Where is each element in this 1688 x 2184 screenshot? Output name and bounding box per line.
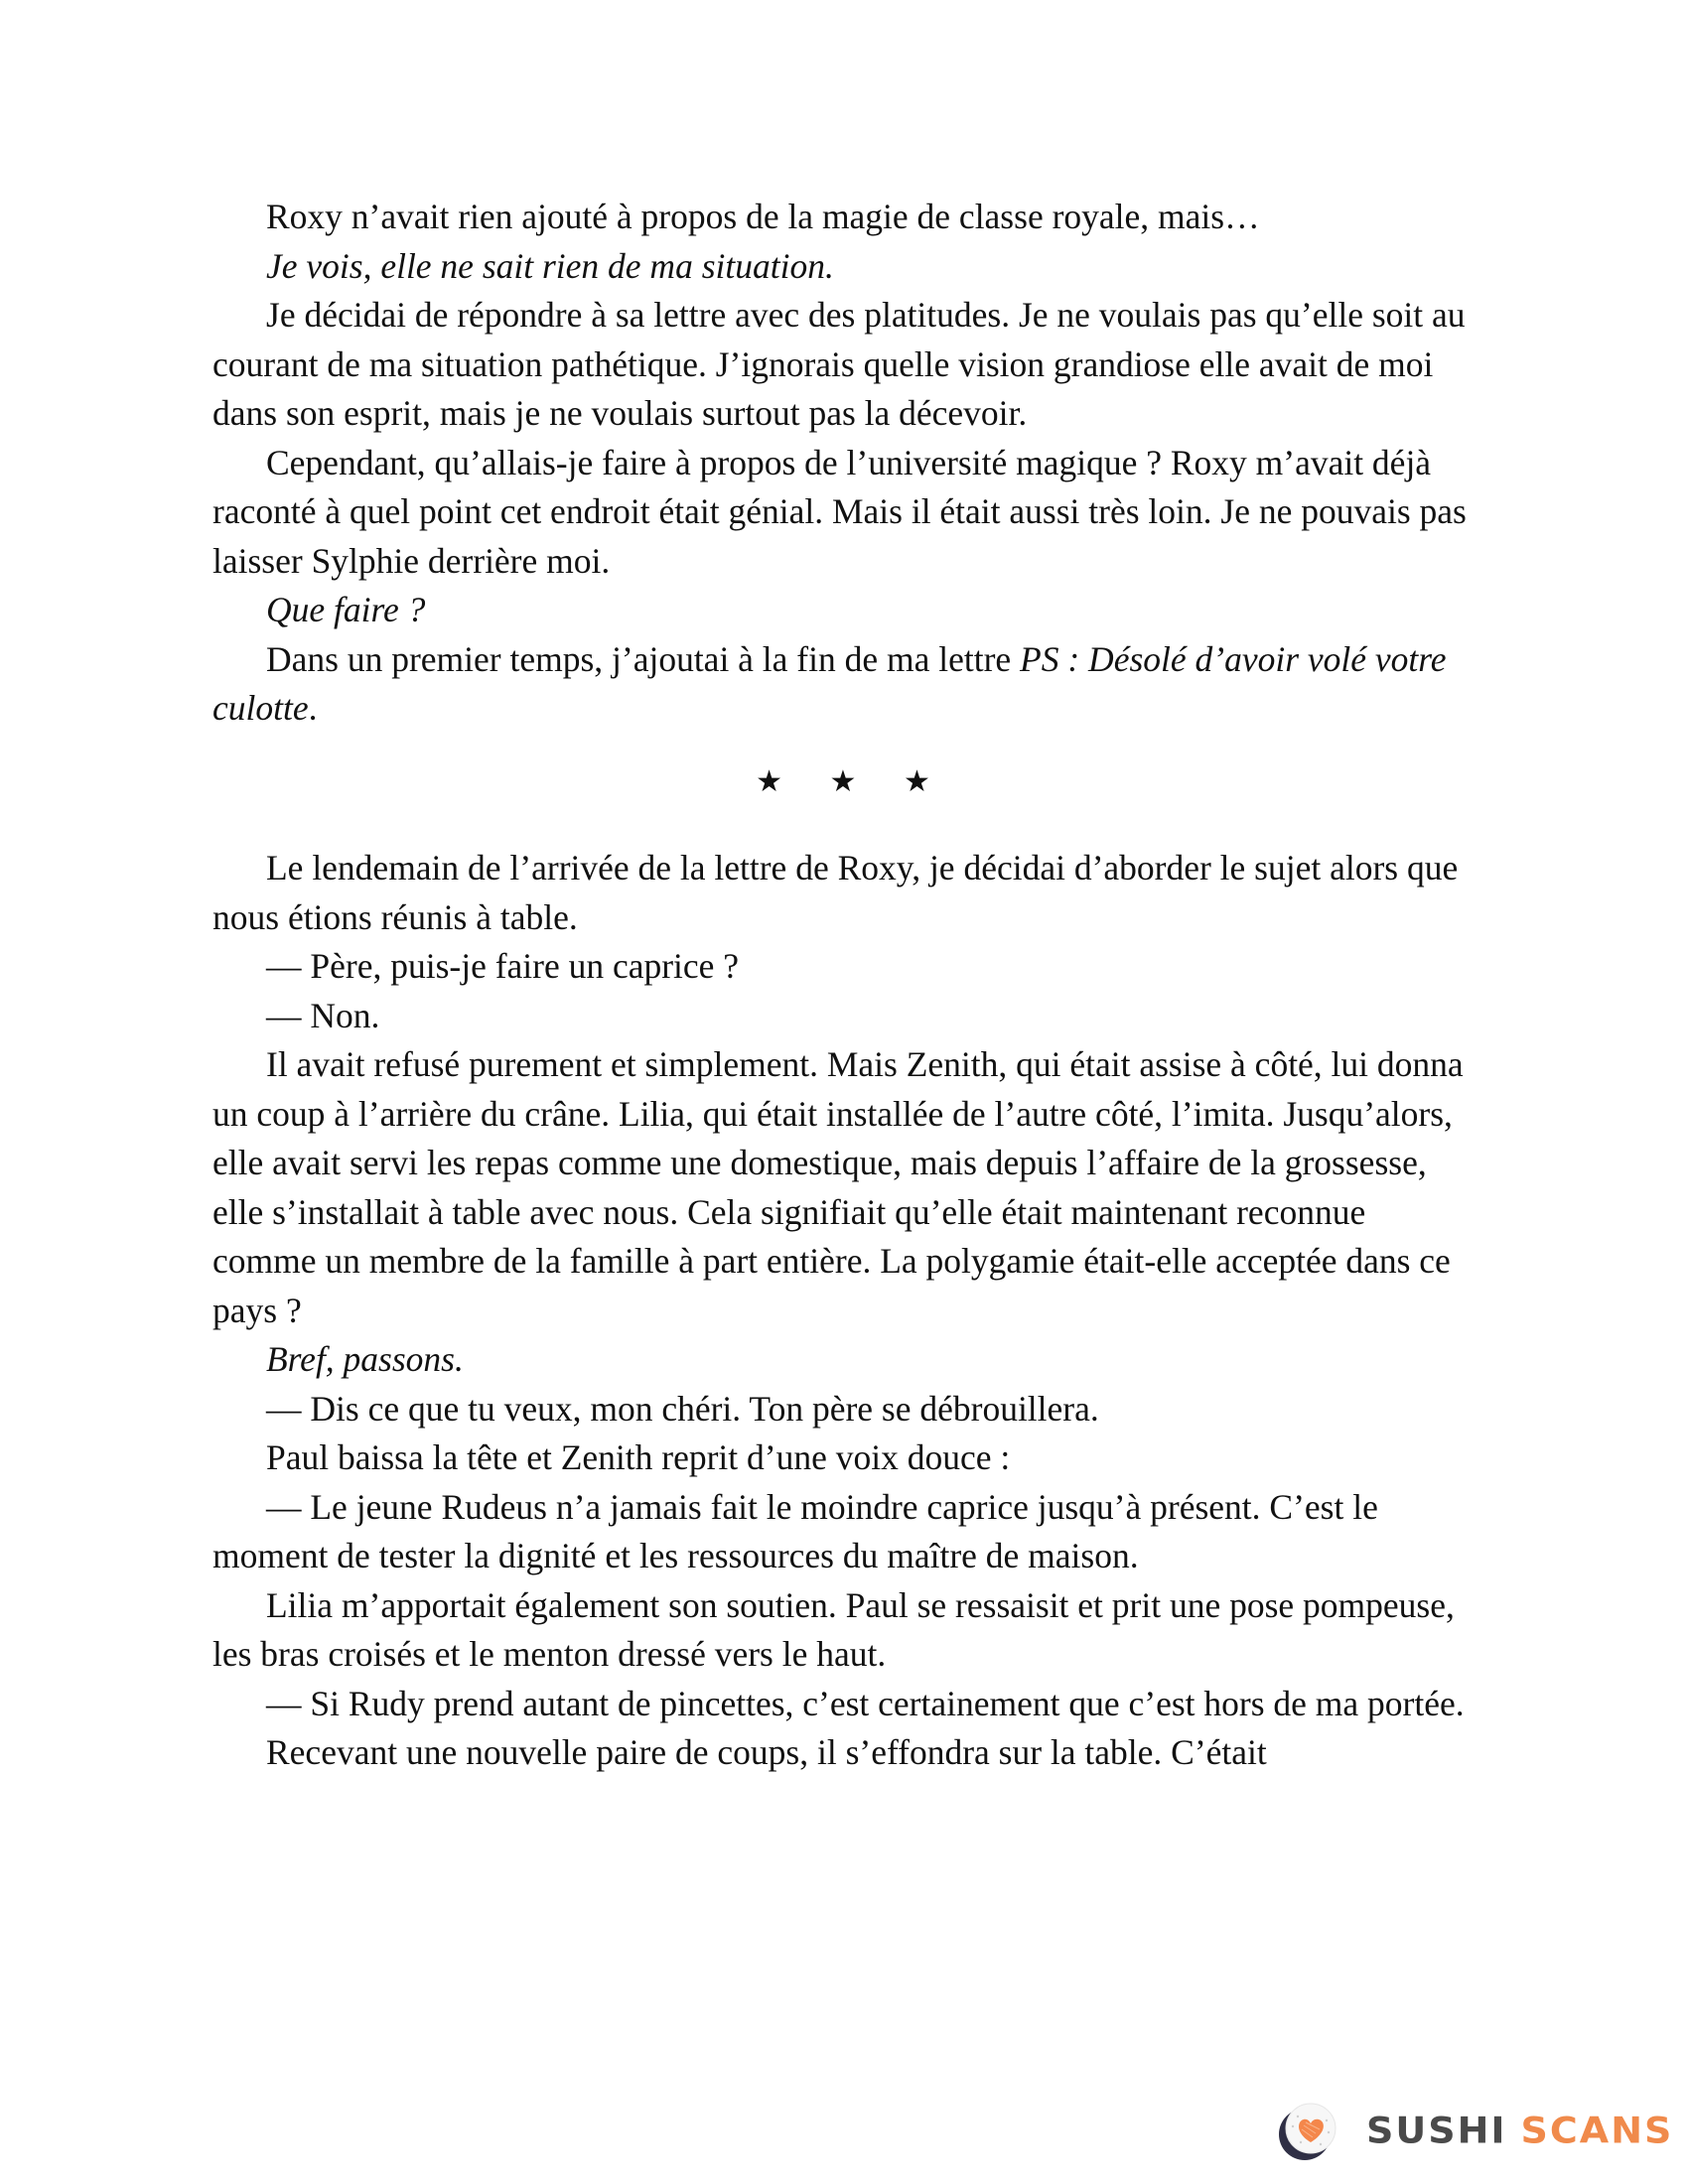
watermark-word-sushi: SUSHI (1366, 2110, 1507, 2151)
paragraph (212, 1483, 1474, 1581)
paragraph (212, 242, 1474, 292)
text-run: — Le jeune Rudeus n’a jamais fait le moindre caprice jusqu’à présent. C’est le moment de tester la dignité et les ressources du maître de maison. (212, 1486, 1378, 1575)
sushi-scans-watermark (1271, 2099, 1673, 2162)
paragraph (212, 586, 1474, 635)
text-run: Il avait refusé purement et simplement. Mais Zenith, qui était assise à côté, lui donna un coup à l’arrière du crâne. Lilia, qui était installée de l’autre côté, l’imita. Jusqu’alors, elle avait servi les repas comme une domestique, mais depuis l’affaire de la grossesse, elle s’installait à table avec nous. Cela signifiait qu’elle était maintenant reconnue comme un membre de la famille à part entière. La polygamie était-elle acceptée dans ce pays ? (212, 1044, 1464, 1330)
text-run: . (308, 688, 318, 728)
star-icon: ★ (829, 763, 857, 799)
italic-text-run: Bref, passons. (266, 1339, 464, 1379)
paragraph (212, 844, 1474, 942)
text-run: — Non. (266, 995, 380, 1035)
scene-break-separator (212, 757, 1474, 807)
paragraph (212, 1581, 1474, 1680)
paragraph (212, 1040, 1474, 1335)
book-page (212, 193, 1474, 1778)
paragraph (212, 942, 1474, 992)
paragraph (212, 1728, 1474, 1778)
watermark-word-scans: SCANS (1520, 2110, 1674, 2151)
text-run: — Père, puis-je faire un caprice ? (266, 946, 740, 986)
text-run: Le lendemain de l’arrivée de la lettre de Roxy, je décidai d’aborder le sujet alors que nous étions réunis à table. (212, 848, 1459, 937)
star-icon: ★ (904, 763, 930, 799)
paragraph (212, 992, 1474, 1041)
paragraph (212, 635, 1474, 734)
text-section-1 (212, 193, 1474, 734)
text-run: Dans un premier temps, j’ajoutai à la fin de ma lettre (266, 638, 1021, 679)
text-run: — Dis ce que tu veux, mon chéri. Ton père se débrouillera. (266, 1388, 1099, 1429)
paragraph (212, 1335, 1474, 1385)
text-run: Lilia m’apportait également son soutien. Paul se ressaisit et prit une pose pompeuse, les bras croisés et le menton dressé vers le haut. (212, 1584, 1455, 1674)
paragraph (212, 291, 1474, 439)
sushi-roll-heart-icon (1271, 2099, 1350, 2162)
text-run: Je décidai de répondre à sa lettre avec des platitudes. Je ne voulais pas qu’elle soit au courant de ma situation pathétique. J’ignorais quelle vision grandiose elle avait de moi dans son esprit, mais je ne voulais surtout pas la décevoir. (212, 295, 1466, 433)
italic-text-run: PS : Désolé d’avoir volé votre culotte (212, 638, 1447, 728)
text-section-2 (212, 844, 1474, 1778)
text-run: — Si Rudy prend autant de pincettes, c’est certainement que c’est hors de ma portée. (266, 1683, 1465, 1723)
paragraph (212, 1385, 1474, 1434)
star-icon: ★ (756, 763, 782, 799)
text-run: Recevant une nouvelle paire de coups, il s’effondra sur la table. C’était (266, 1732, 1267, 1772)
paragraph (212, 1433, 1474, 1483)
text-run: Paul baissa la tête et Zenith reprit d’une voix douce : (266, 1437, 1011, 1477)
italic-text-run: Que faire ? (266, 590, 426, 629)
paragraph (212, 439, 1474, 587)
watermark-text (1366, 2110, 1673, 2151)
text-run: Roxy n’avait rien ajouté à propos de la magie de classe royale, mais… (266, 197, 1260, 236)
paragraph (212, 1680, 1474, 1729)
italic-text-run: Je vois, elle ne sait rien de ma situation. (266, 245, 834, 286)
paragraph (212, 193, 1474, 242)
text-run: Cependant, qu’allais-je faire à propos de l’université magique ? Roxy m’avait déjà raconté à quel point cet endroit était génial. Mais il était aussi très loin. Je ne pouvais pas laisser Sylphie derrière moi. (212, 442, 1467, 581)
